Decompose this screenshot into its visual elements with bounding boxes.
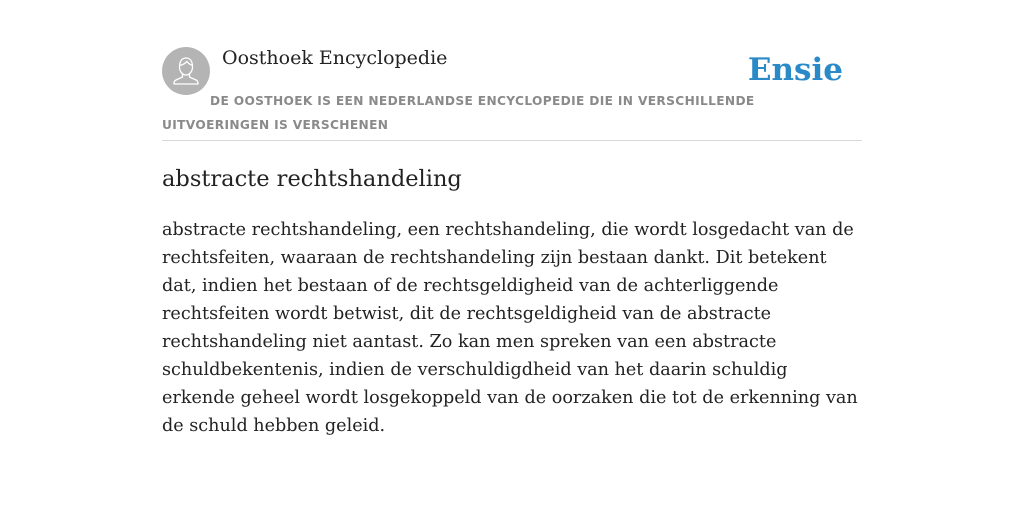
source-title[interactable]: Oosthoek Encyclopedie xyxy=(222,47,448,69)
brand-logo[interactable]: Ensie xyxy=(747,52,843,88)
source-header xyxy=(162,46,862,141)
source-avatar[interactable] xyxy=(162,47,210,95)
entry-body: abstracte rechtshandeling, een rechtshandeling, die wordt losgedacht van de rechtsfeiten, waaraan de rechtshandeling zijn bestaan dankt. Dit betekent dat, indien het bestaan of de rechtsgeldigheid van de achterliggende rechtsfeiten wordt betwist, dit de rechtsgeldigheid van de abstracte rechtshandeling niet aantast. Zo kan men spreken van een abstracte schuldbekentenis, indien de verschuldigdheid van het daarin schuldig erkende geheel wordt losgekoppeld van de oorzaken die tot de erkenning van de schuld hebben geleid. xyxy=(162,220,858,436)
user-silhouette-icon xyxy=(162,47,210,95)
source-tagline: DE OOSTHOEK IS EEN NEDERLANDSE ENCYCLOPEDIE DIE IN VERSCHILLENDE UITVOERINGEN IS VERSCHENEN xyxy=(162,94,755,132)
entry-title: abstracte rechtshandeling xyxy=(162,166,462,192)
